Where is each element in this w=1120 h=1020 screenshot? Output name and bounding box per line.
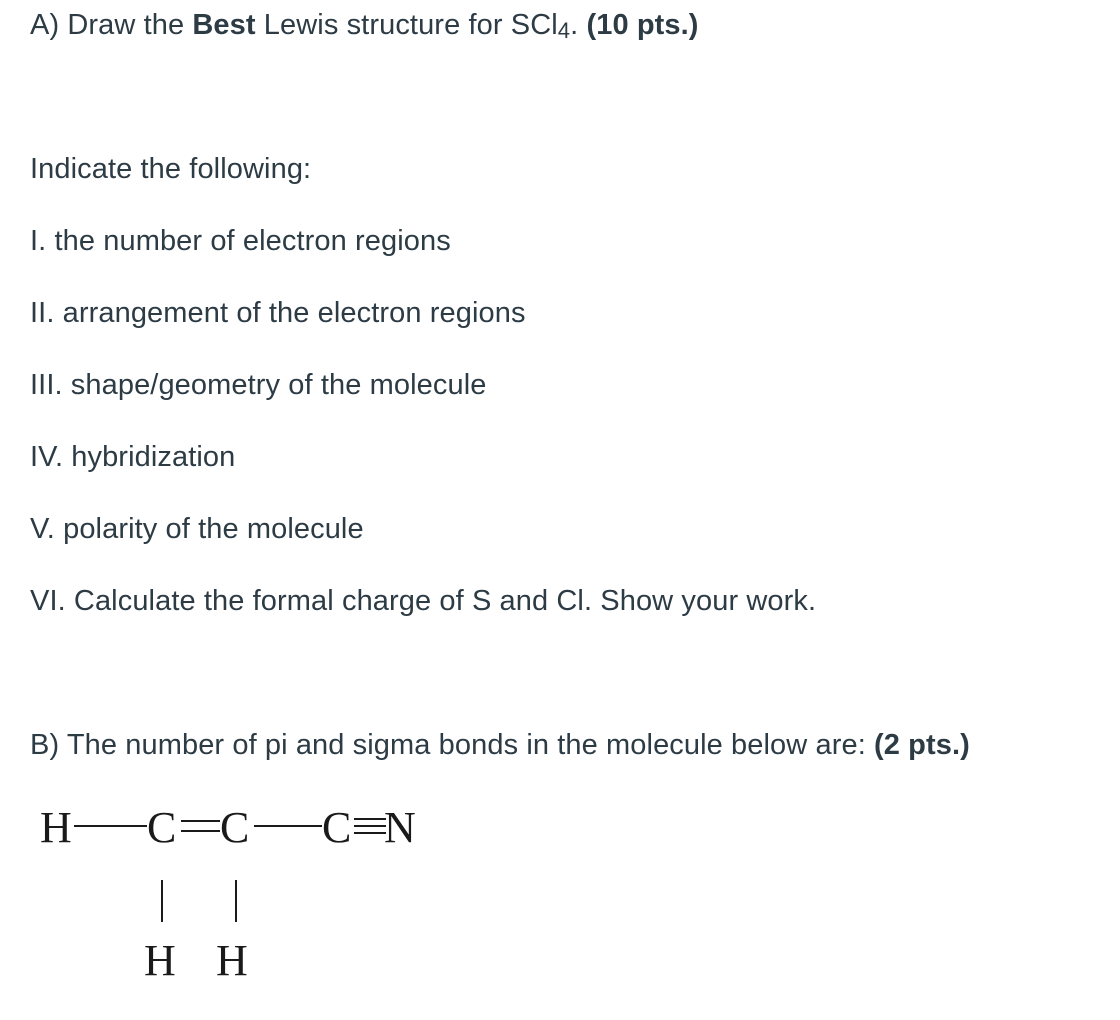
atom-h-lower-2: H xyxy=(216,936,248,985)
atom-c2: C xyxy=(220,803,250,852)
part-a-question xyxy=(30,8,699,44)
atom-c3: C xyxy=(322,803,352,852)
part-b-question xyxy=(30,728,970,762)
part-b-text: B) The number of pi and sigma bonds in the molecule below are: xyxy=(30,729,875,761)
part-a-subscript: 4 xyxy=(557,18,571,43)
part-a-prefix: A) Draw the xyxy=(30,9,193,41)
list-item: III. shape/geometry of the molecule xyxy=(30,369,487,401)
part-b-points: (2 pts.) xyxy=(874,729,970,761)
list-item: VI. Calculate the formal charge of S and Cl. Show your work. xyxy=(30,585,817,617)
list-item: II. arrangement of the electron regions xyxy=(30,297,526,329)
molecule-structure xyxy=(40,790,460,1000)
part-a-middle: Lewis structure for SCl xyxy=(255,9,558,41)
part-a-points: (10 pts.) xyxy=(586,9,699,41)
instruction-text: Indicate the following: xyxy=(30,153,312,185)
part-a-suffix: . xyxy=(570,9,587,41)
list-item: I. the number of electron regions xyxy=(30,225,451,257)
atom-c1: C xyxy=(147,803,177,852)
atom-h-left: H xyxy=(40,803,72,852)
atom-n: N xyxy=(384,803,416,852)
list-item: IV. hybridization xyxy=(30,441,236,473)
list-item: V. polarity of the molecule xyxy=(30,513,364,545)
atom-h-lower-1: H xyxy=(144,936,176,985)
part-a-bold-word: Best xyxy=(192,9,256,41)
